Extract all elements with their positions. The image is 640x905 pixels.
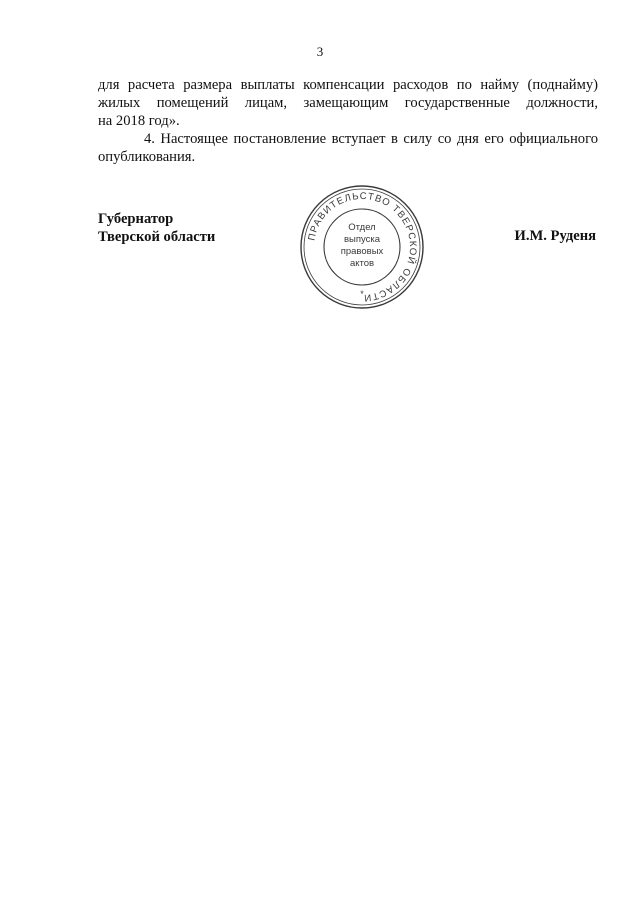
signatory-position-line: Тверской области	[98, 229, 216, 245]
text-line: жилых помещений лицам, замещающим государственные должности,	[98, 95, 598, 111]
seal-star: *	[360, 289, 364, 299]
text-line: на 2018 год».	[98, 113, 180, 129]
seal-center-text: Отдел	[348, 222, 376, 233]
seal-ring-text: ПРАВИТЕЛЬСТВО ТВЕРСКОЙ ОБЛАСТИ	[306, 190, 419, 304]
text-line: 4. Настоящее постановление вступает в силу со дня его официального	[144, 131, 598, 147]
page-number: 3	[316, 44, 324, 59]
signatory-position	[98, 210, 215, 246]
seal-center-text: актов	[349, 258, 375, 269]
official-seal-stamp	[299, 184, 425, 310]
signatory-position-line: Губернатор	[98, 211, 174, 227]
seal-center-text: правовых	[340, 246, 384, 257]
signatory-name: И.М. Руденя	[514, 228, 596, 244]
seal-graphic	[299, 184, 425, 310]
paragraph-4	[98, 130, 598, 166]
text-line: опубликования.	[98, 149, 196, 165]
text-line: для расчета размера выплаты компенсации расходов по найму (поднайму)	[98, 77, 598, 93]
paragraph-3-end	[98, 76, 598, 130]
seal-center-text: выпуска	[343, 234, 381, 245]
